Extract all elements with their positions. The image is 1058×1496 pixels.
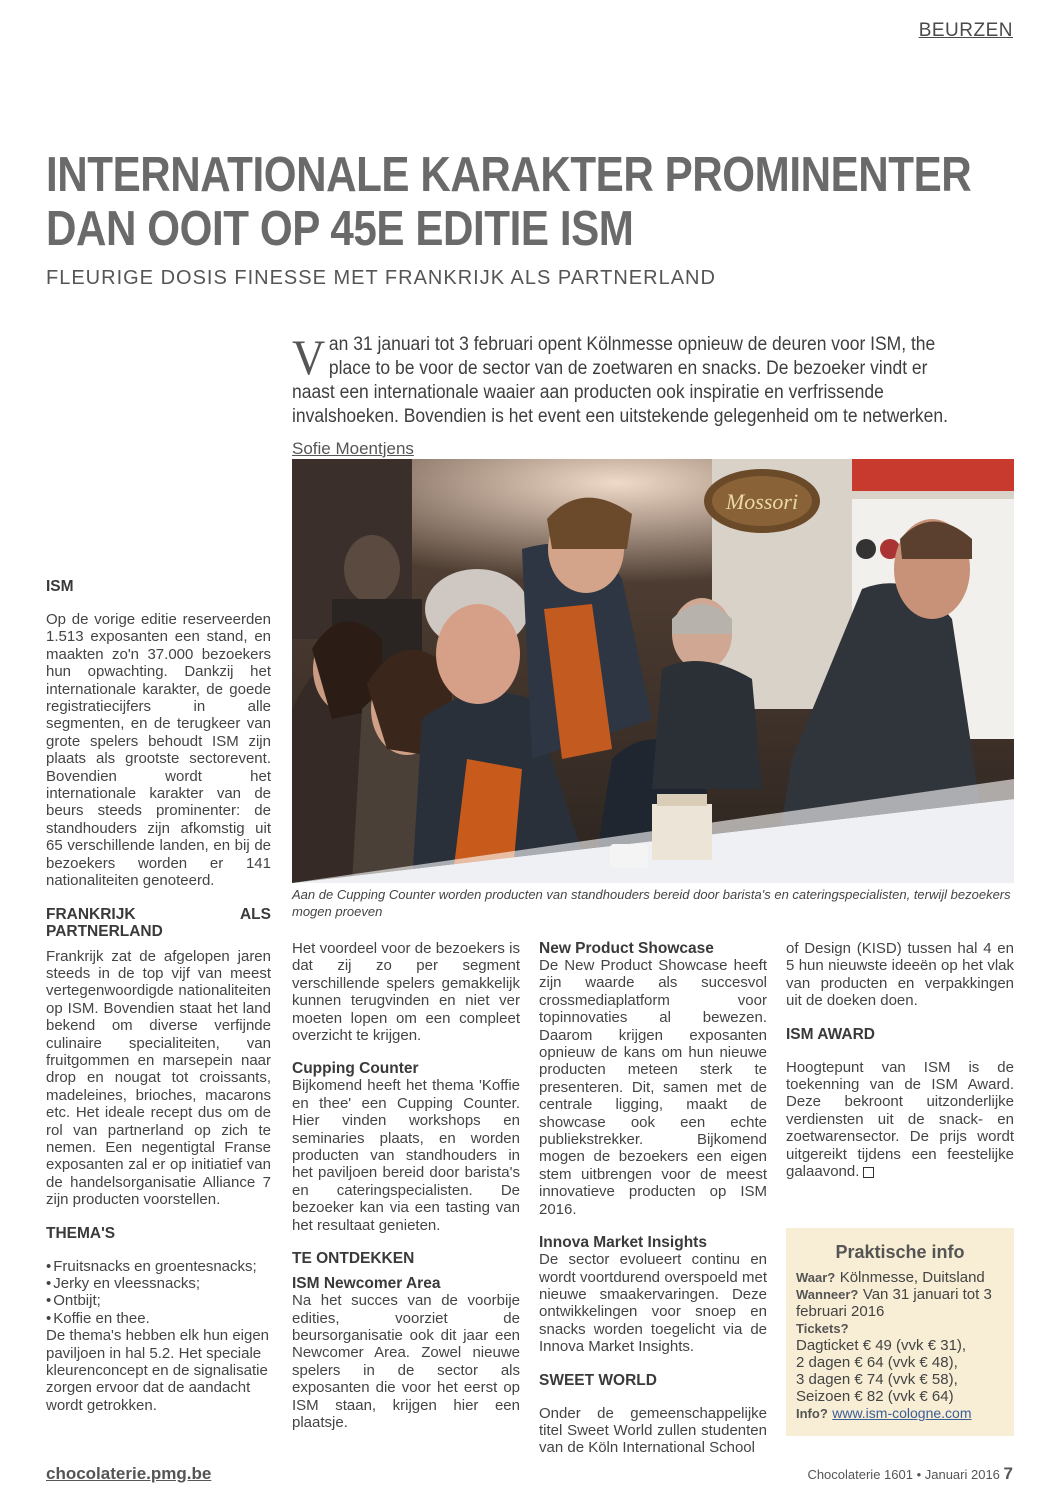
ticket-line: Seizoen € 82 (vvk € 64) <box>796 1388 954 1405</box>
photo-sign-text: Mossori <box>725 489 799 514</box>
award-text: Hoogtepunt van ISM is de toekenning van de ISM Award. Deze bekroont uitzonderlijke verdiensten uit de snack- en zoetwarensector. De prijs wordt uitgereikt tijdens een feestelijke galaavond. <box>786 1058 1014 1181</box>
issue-text: Chocolaterie 1601 • Januari 2016 <box>807 1467 1000 1482</box>
waar-label: Waar? <box>796 1270 836 1285</box>
column-3 <box>539 940 767 1457</box>
themas-heading: THEMA'S <box>46 1224 116 1242</box>
column-2 <box>292 940 520 1431</box>
waar-value: Kölnmesse, Duitsland <box>839 1269 985 1286</box>
article-photo <box>292 459 1014 883</box>
ticket-line: 3 dagen € 74 (vvk € 58), <box>796 1371 958 1388</box>
themas-paragraph: De thema's hebben elk hun eigen paviljoen in hal 5.2. Het speciale kleurenconcept en de signalisatie zorgen ervoor dat de aandacht wordt getrokken. <box>46 1327 270 1414</box>
page-number: 7 <box>1003 1464 1013 1483</box>
info-link[interactable]: www.ism-cologne.com <box>832 1405 972 1421</box>
headline-line-1: INTERNATIONALE KARAKTER PROMINENTER <box>46 148 972 202</box>
ontdekken-heading: TE ONTDEKKEN <box>292 1250 415 1268</box>
list-item: • Fruitsnacks en groentesnacks; <box>46 1258 271 1275</box>
newcomer-paragraph: Na het succes van de voorbije edities, voorziet de beursorganisatie ook dit jaar een Newcomer Area. Zowel nieuwe spelers in de sector als exposanten die voor het eerst op ISM staan, krijgen hier een plaatsje. <box>292 1292 520 1431</box>
info-label: Info? <box>796 1406 828 1421</box>
innova-heading: Innova Market Insights <box>539 1234 707 1252</box>
award-heading: ISM AWARD <box>786 1025 875 1043</box>
design-paragraph: of Design (KISD) tussen hal 4 en 5 hun nieuwste ideeën op het vlak van producten en verpakkingen uit de doeken doen. <box>786 940 1014 1010</box>
ism-heading: ISM <box>46 578 74 595</box>
headline <box>46 148 972 256</box>
sweet-world-heading: SWEET WORLD <box>539 1371 657 1389</box>
themas-list <box>46 1258 271 1328</box>
end-mark-icon <box>863 1167 874 1178</box>
frankrijk-paragraph: Frankrijk zat de afgelopen jaren steeds in de top vijf van meest vertegenwoordigde nationaliteiten op ISM. Bovendien staat het land bekend om diverse verfijnde culinaire specialiteiten, van fruitgommen en marsepein naar drop en nougat tot croissants, madeleines, brioches, macarons etc. Het ideale recept dus om de rol van partnerland op zich te nemen. Een negentigtal Franse exposanten zal er op initiatief van de handelsorganisatie Alliance 7 zijn producten voorstellen. <box>46 947 271 1209</box>
author-byline: Sofie Moentjens <box>292 439 414 458</box>
lead-text: an 31 januari tot 3 februari opent Kölnmesse opnieuw de deuren voor ISM, the place to be voor de sector van de zoetwaren en snacks. De bezoeker vindt er naast een internationale waaier aan producten ook inspiratie en verfrissende invalshoeken. Bovendien is het event een uitstekende gelegenheid om te netwerken. <box>292 334 948 427</box>
cupping-paragraph: Bijkomend heeft het thema 'Koffie en thee' een Cupping Counter. Hier vinden workshops en seminaries plaats, en worden producten van standhouders in het paviljoen bereid door barista's en cateringspecialisten. De bezoeker kan via een tasting van het resultaat genieten. <box>292 1077 520 1234</box>
ticket-line: 2 dagen € 64 (vvk € 48), <box>796 1354 958 1371</box>
ticket-line: Dagticket € 49 (vvk € 31), <box>796 1337 967 1354</box>
lead-paragraph <box>292 329 956 429</box>
practical-info-box <box>786 1228 1014 1436</box>
showcase-paragraph: De New Product Showcase heeft zijn waarde als succesvol crossmediaplatform voor topinnovaties al bewezen. Daarom krijgen exposanten opnieuw de kans om hun nieuwe producten meteen sterk te presenteren. Dit, samen met de centrale ligging, maakt de showcase ook een echte publiekstrekker. Bijkomend mogen de bezoekers een eigen stem uitbrengen voor de meest innovatieve producten op ISM 2016. <box>539 957 767 1218</box>
list-item: • Jerky en vleessnacks; <box>46 1275 271 1292</box>
headline-line-2: DAN OOIT OP 45E EDITIE ISM <box>46 202 634 256</box>
wanneer-label: Wanneer? <box>796 1287 859 1302</box>
photo-caption: Aan de Cupping Counter worden producten van standhouders bereid door barista's en cateringspecialisten, terwijl bezoekers mogen proeven <box>292 887 1011 919</box>
intro-paragraph: Het voordeel voor de bezoekers is dat zij zo per segment verschillende spelers gemakkelijk kunnen terugvinden en niet ver moeten lopen om een compleet overzicht te krijgen. <box>292 940 520 1045</box>
showcase-heading: New Product Showcase <box>539 940 714 957</box>
subheadline: FLEURIGE DOSIS FINESSE MET FRANKRIJK ALS PARTNERLAND <box>46 267 716 289</box>
list-item: • Koffie en thee. <box>46 1310 271 1327</box>
award-paragraph <box>786 1059 1014 1181</box>
footer-site-link[interactable]: chocolaterie.pmg.be <box>46 1464 212 1483</box>
footer-issue <box>807 1464 1013 1484</box>
innova-paragraph: De sector evolueert continu en wordt voortdurend overspoeld met nieuwe smaakervaringen. Deze ontwikkelingen voor snoep en snacks worden toegelicht via de Innova Market Insights. <box>539 1251 767 1356</box>
column-1 <box>46 578 271 1414</box>
column-4 <box>786 940 1014 1180</box>
newcomer-heading: ISM Newcomer Area <box>292 1275 441 1293</box>
section-label: BEURZEN <box>918 20 1013 41</box>
ism-paragraph: Op de vorige editie reserveerden 1.513 exposanten een stand, en maakten zo'n 37.000 bezoekers hun opwachting. Dankzij het internationale karakter, de goede registratiecijfers in alle segmenten, en de terugkeer van grote spelers behoudt ISM zijn plaats als grootste sectorevent. Bovendien wordt het internationale karakter van de beurs steeds prominenter: de standhouders zijn afkomstig uit 65 verschillende landen, en bij de bezoekers worden er 141 nationaliteiten genoteerd. <box>46 611 271 890</box>
list-item: • Ontbijt; <box>46 1292 271 1309</box>
sweet-world-paragraph: Onder de gemeenschappelijke titel Sweet World zullen studenten van de Köln International School <box>539 1404 767 1457</box>
wanneer-value: Van 31 januari tot 3 februari 2016 <box>796 1286 992 1320</box>
cupping-heading: Cupping Counter <box>292 1060 419 1078</box>
tickets-label: Tickets? <box>796 1321 849 1336</box>
drop-cap: V <box>292 329 326 385</box>
frankrijk-heading: FRANKRIJK ALS PARTNERLAND <box>46 905 271 940</box>
info-box-title: Praktische info <box>835 1242 965 1262</box>
